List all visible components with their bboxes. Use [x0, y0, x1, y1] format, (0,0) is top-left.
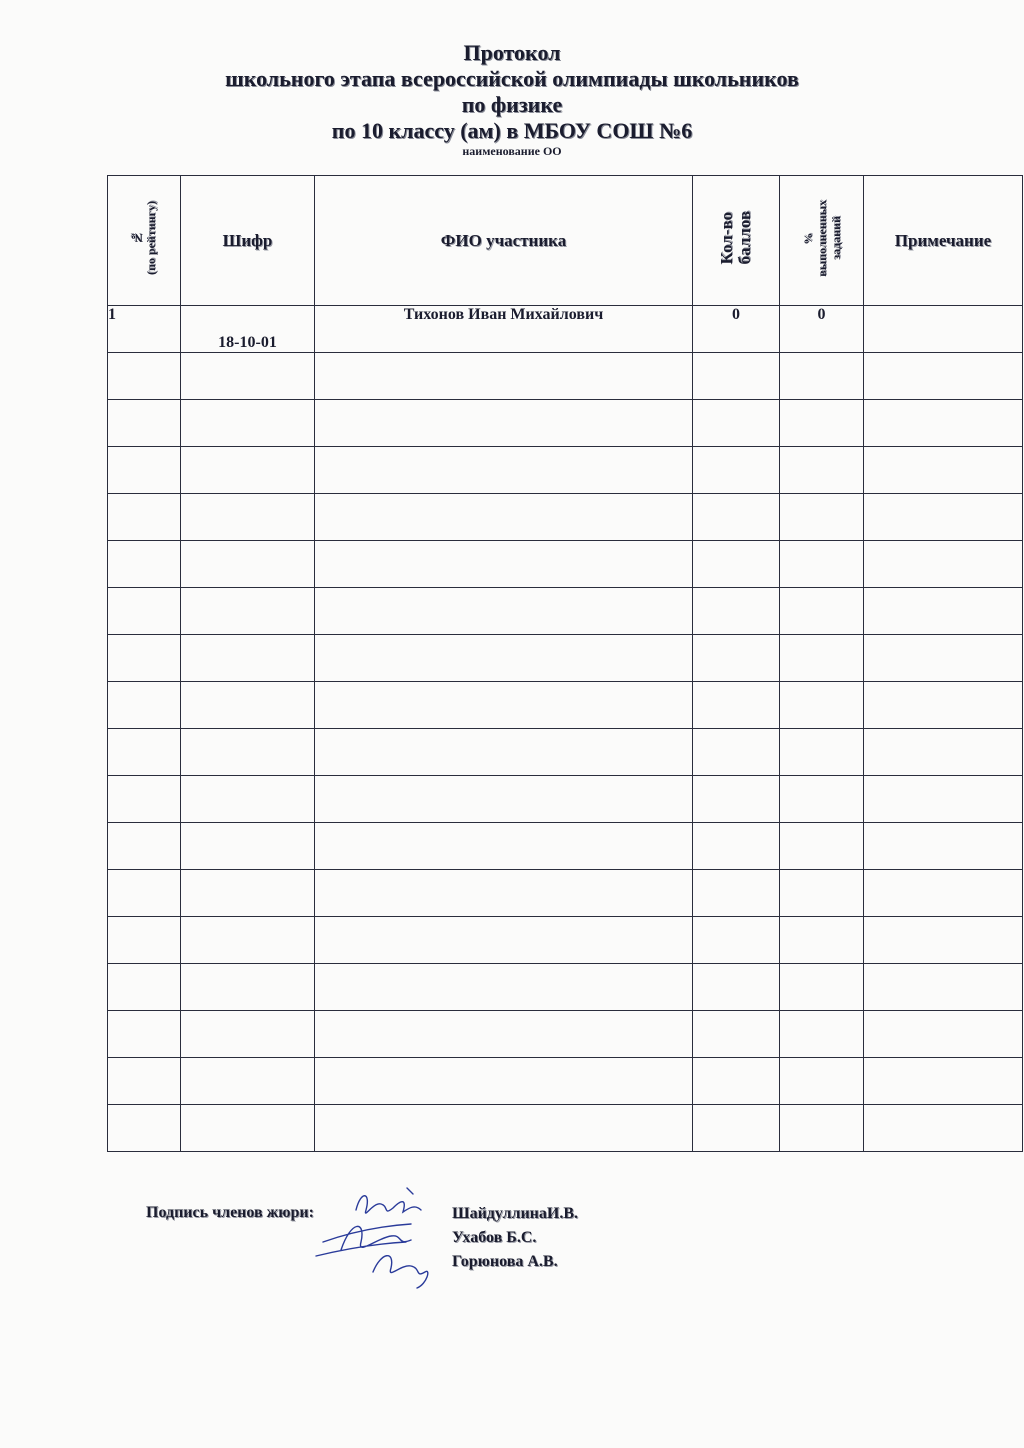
col-pct-3: заданий — [828, 216, 843, 260]
subject: по физике — [461, 92, 563, 117]
protocol-header — [0, 40, 1024, 158]
col-note-header: Примечание — [864, 176, 1023, 306]
row-score: 0 — [693, 306, 780, 353]
table-row — [108, 353, 1023, 400]
signature-label: Подпись членов жюри: — [146, 1204, 314, 1221]
table-header-row — [108, 176, 1023, 306]
row-percent: 0 — [780, 306, 864, 353]
col-pct-1: % — [800, 232, 815, 244]
table-row — [108, 588, 1023, 635]
table-row — [108, 306, 1023, 353]
table-row — [108, 541, 1023, 588]
jury-member: ШайдуллинаИ.В. — [452, 1205, 578, 1222]
results-table — [107, 175, 1023, 1152]
table-row — [108, 635, 1023, 682]
table-row — [108, 1058, 1023, 1105]
row-code: 18-10-01 — [181, 306, 315, 353]
row-note — [864, 306, 1023, 353]
class-school: по 10 классу (ам) в МБОУ СОШ №6 — [331, 118, 693, 143]
table-row — [108, 823, 1023, 870]
col-rank-header — [108, 176, 181, 306]
col-rank-note: (по рейтингу) — [144, 201, 158, 275]
col-score-2: баллов — [735, 211, 754, 265]
col-name-header: ФИО участника — [315, 176, 693, 306]
table-row — [108, 1011, 1023, 1058]
row-name: Тихонов Иван Михайлович — [315, 306, 693, 353]
handwritten-signature — [311, 1180, 461, 1290]
table-row — [108, 494, 1023, 541]
jury-member: Ухабов Б.С. — [452, 1229, 537, 1246]
olympiad-stage: школьного этапа всероссийской олимпиады школьников — [225, 66, 799, 91]
jury-member-list — [452, 1202, 578, 1274]
school-caption: наименование ОО — [462, 144, 562, 158]
table-row — [108, 682, 1023, 729]
table-row — [108, 964, 1023, 1011]
table-row — [108, 400, 1023, 447]
col-percent-header — [780, 176, 864, 306]
table-row — [108, 870, 1023, 917]
table-row — [108, 776, 1023, 823]
col-rank-no: № — [130, 231, 144, 245]
col-code-header: Шифр — [181, 176, 315, 306]
table-row — [108, 1105, 1023, 1152]
col-pct-2: выполненных — [814, 199, 829, 277]
col-score-1: Кол-во — [717, 211, 736, 265]
row-rank: 1 — [108, 306, 181, 353]
table-row — [108, 447, 1023, 494]
jury-member: Горюнова А.В. — [452, 1253, 558, 1270]
jury-signatures — [146, 1198, 846, 1308]
table-row — [108, 917, 1023, 964]
col-score-header — [693, 176, 780, 306]
table-row — [108, 729, 1023, 776]
document-title: Протокол — [463, 40, 561, 65]
